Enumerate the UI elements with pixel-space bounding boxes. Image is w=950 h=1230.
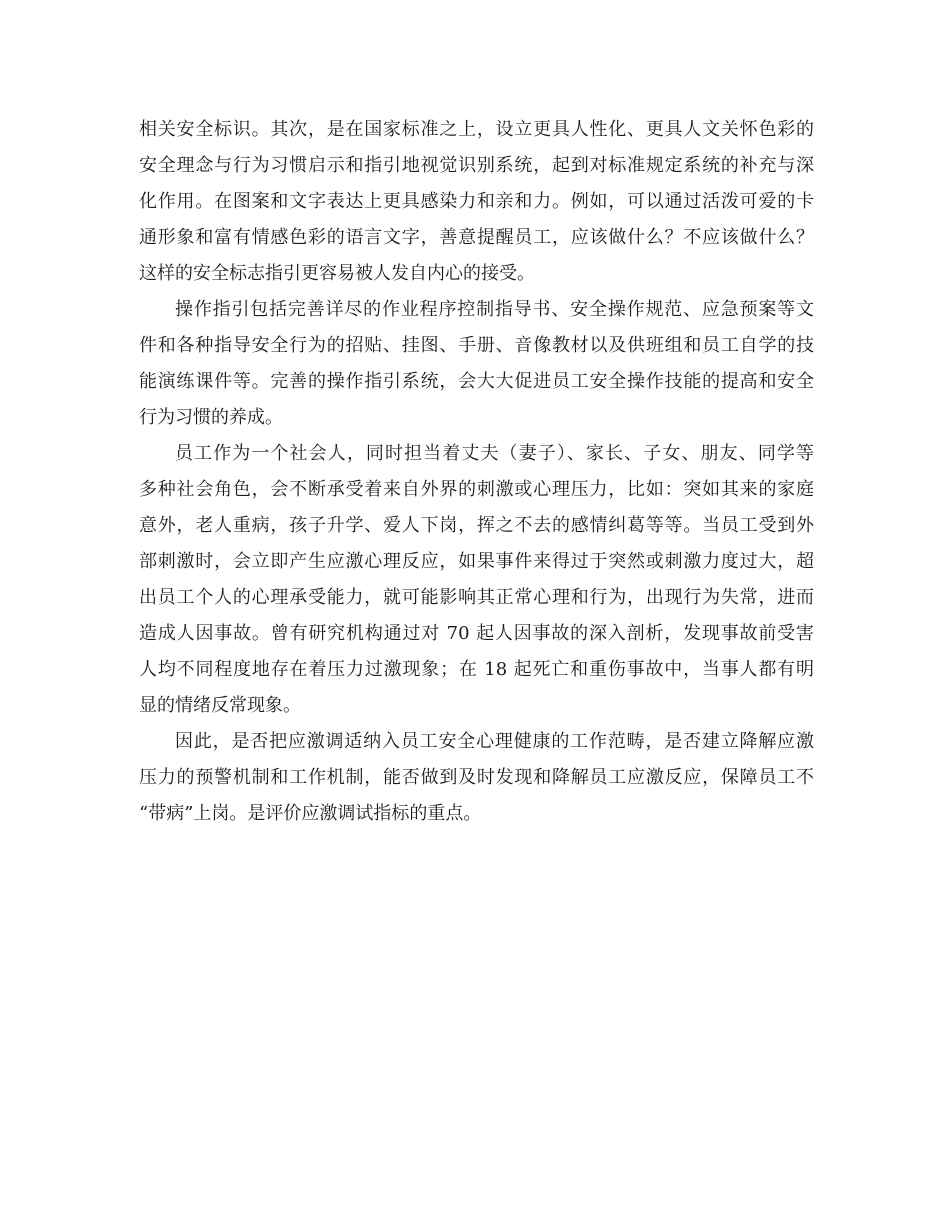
paragraph-line: 造成人因事故。曾有研究机构通过对 70 起人因事故的深入剖析，发现事故前受害 [139,623,814,644]
paragraph-line: 通形象和富有情感色彩的语言文字，善意提醒员工，应该做什么？不应该做什么？ [139,227,814,248]
paragraph-line: 压力的预警机制和工作机制，能否做到及时发现和降解员工应激反应，保障员工不 [139,767,814,788]
paragraph-line: 操作指引包括完善详尽的作业程序控制指导书、安全操作规范、应急预案等文 [175,299,814,320]
paragraph-line: 这样的安全标志指引更容易被人发自内心的接受。 [139,263,535,284]
paragraph-2 [139,292,814,436]
paragraph-line: 化作用。在图案和文字表达上更具感染力和亲和力。例如，可以通过活泼可爱的卡 [139,191,814,212]
paragraph-line: 相关安全标识。其次，是在国家标准之上，设立更具人性化、更具人文关怀色彩的 [139,119,814,140]
paragraph-line: 行为习惯的养成。 [139,407,283,428]
paragraph-line: 意外，老人重病，孩子升学、爱人下岗，挥之不去的感情纠葛等等。当员工受到外 [139,515,814,536]
paragraph-line: “带病”上岗。是评价应激调试指标的重点。 [139,803,482,824]
paragraph-line: 因此，是否把应激调适纳入员工安全心理健康的工作范畴，是否建立降解应激 [175,731,814,752]
paragraph-line: 安全理念与行为习惯启示和指引地视觉识别系统，起到对标准规定系统的补充与深 [139,155,814,176]
paragraph-line: 人均不同程度地存在着压力过激现象；在 18 起死亡和重伤事故中，当事人都有明 [139,659,814,680]
paragraph-line: 员工作为一个社会人，同时担当着丈夫（妻子）、家长、子女、朋友、同学等 [175,443,814,464]
paragraph-line: 部刺激时，会立即产生应激心理反应，如果事件来得过于突然或刺激力度过大，超 [139,551,814,572]
paragraph-line: 显的情绪反常现象。 [139,695,301,716]
paragraph-line: 能演练课件等。完善的操作指引系统，会大大促进员工安全操作技能的提高和安全 [139,371,814,392]
paragraph-line: 多种社会角色，会不断承受着来自外界的刺激或心理压力，比如：突如其来的家庭 [139,479,814,500]
paragraph-line: 件和各种指导安全行为的招贴、挂图、手册、音像教材以及供班组和员工自学的技 [139,335,814,356]
paragraph-3 [139,436,814,724]
paragraph-1 [139,112,814,292]
paragraph-line: 出员工个人的心理承受能力，就可能影响其正常心理和行为，出现行为失常，进而 [139,587,814,608]
document-body [139,112,814,832]
paragraph-4 [139,724,814,832]
